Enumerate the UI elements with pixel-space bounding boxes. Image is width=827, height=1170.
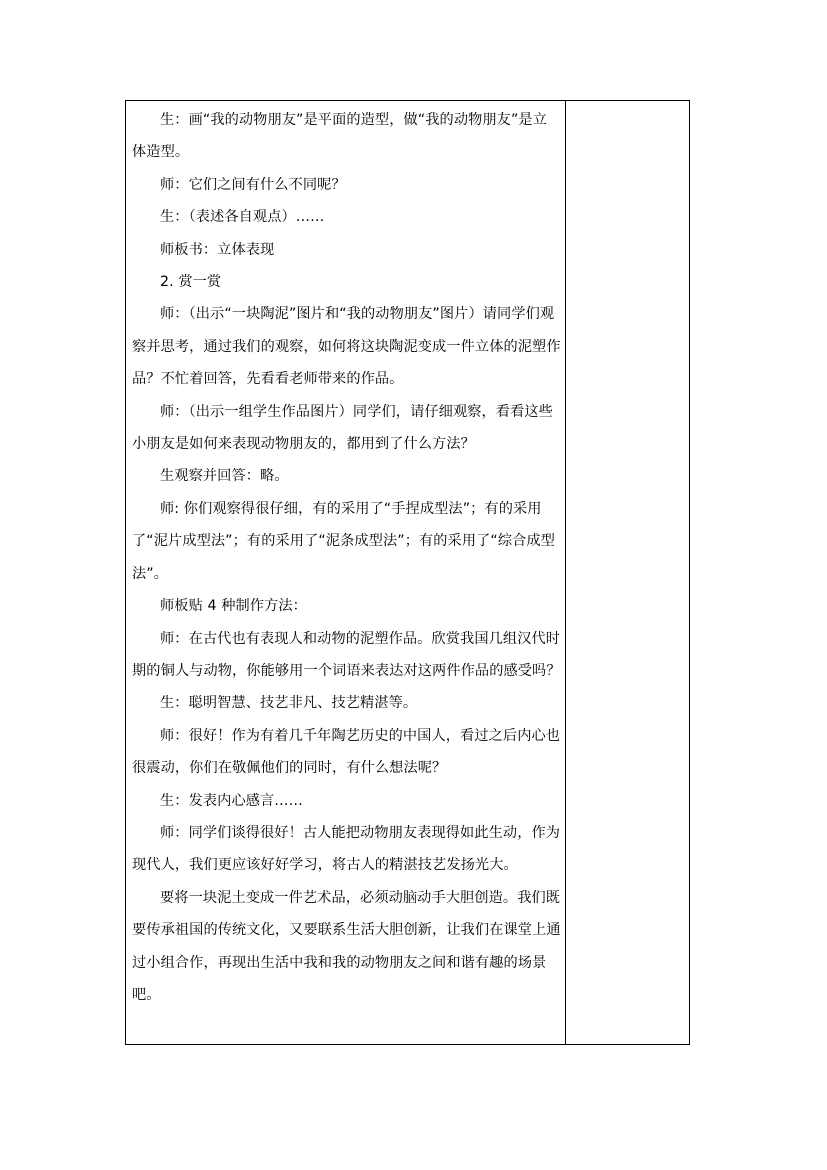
paragraph: 师：在古代也有表现人和动物的泥塑作品。欣赏我国几组汉代时期的铜人与动物，你能够用一个词语来表达对这两件作品的感受吗？: [132, 630, 561, 679]
paragraph: 师板书：立体表现: [160, 241, 275, 258]
paragraph: 师：很好！作为有着几千年陶艺历史的中国人，看过之后内心也很震动，你们在敬佩他们的同时，有什么想法呢？: [132, 727, 561, 777]
paragraph: 生：聪明智慧、技艺非凡、技艺精湛等。: [160, 695, 418, 712]
paragraph: 师：（出示一组学生作品图片）同学们，请仔细观察，看看这些小朋友是如何来表现动物朋友的，都用到了什么方法？: [132, 403, 553, 453]
paragraph: 师: 你们观察得很仔细，有的采用了“手捏成型法”；有的采用了“泥片成型法”；有的采用了“泥条成型法”；有的采用了“综合成型法”。: [132, 500, 556, 582]
lesson-content-cell: [126, 101, 566, 1044]
paragraph: 师：（出示“一块陶泥”图片和“我的动物朋友”图片）请同学们观察并思考，通过我们的观察，如何将这块陶泥变成一件立体的泥塑作品？不忙着回答，先看看老师带来的作品。: [132, 306, 561, 388]
paragraph: 师板贴 4 种制作方法：: [160, 598, 307, 615]
paragraph: 师：它们之间有什么不同呢？: [160, 176, 346, 193]
paragraph: 生观察并回答：略。: [160, 468, 289, 485]
paragraph: 2. 赏一赏: [160, 274, 222, 291]
lesson-table: [125, 100, 690, 1045]
notes-cell: [566, 101, 689, 1044]
paragraph: 要将一块泥土变成一件艺术品，必须动脑动手大胆创造。我们既要传承祖国的传统文化，又要联系生活大胆创新，让我们在课堂上通过小组合作，再现出生活中我和我的动物朋友之间和谐有趣的场景吧。: [132, 889, 561, 1003]
paragraph: 师：同学们谈得很好！古人能把动物朋友表现得如此生动，作为现代人，我们更应该好好学习，将古人的精湛技艺发扬光大。: [132, 824, 561, 874]
paragraph: 生：（表述各自观点）……: [160, 209, 325, 226]
paragraph: 生：画“我的动物朋友”是平面的造型，做“我的动物朋友”是立体造型。: [132, 112, 547, 161]
paragraph: 生：发表内心感言……: [160, 792, 303, 809]
